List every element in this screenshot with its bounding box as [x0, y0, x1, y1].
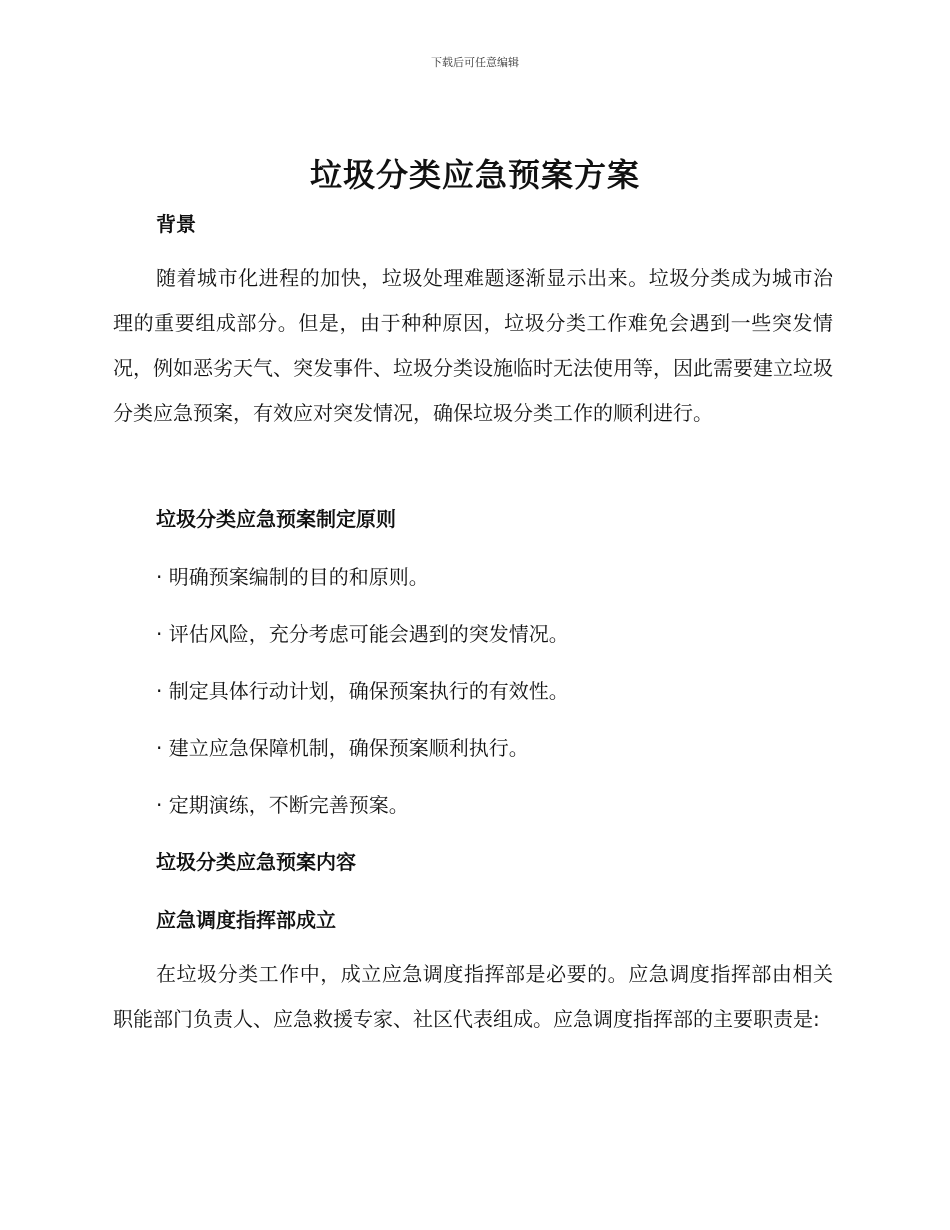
header-note: 下载后可任意编辑 — [431, 56, 519, 69]
principle-item: · 建立应急保障机制，确保预案顺利执行。 — [156, 736, 529, 760]
background-heading: 背景 — [156, 212, 196, 236]
principles-heading: 垃圾分类应急预案制定原则 — [156, 507, 396, 531]
document-title: 垃圾分类应急预案方案 — [309, 156, 640, 194]
principle-item: · 制定具体行动计划，确保预案执行的有效性。 — [156, 679, 569, 703]
background-paragraph: 随着城市化进程的加快，垃圾处理难题逐渐显示出来。垃圾分类成为城市治理的重要组成部分。但是，由于种种原因，垃圾分类工作难免会遇到一些突发情况，例如恶劣天气、突发事件、垃圾分类设施临时无法使用等，因此需要建立垃圾分类应急预案，有效应对突发情况，确保垃圾分类工作的顺利进行。 — [113, 266, 833, 425]
principle-item: · 明确预案编制的目的和原则。 — [156, 565, 429, 589]
content-heading: 垃圾分类应急预案内容 — [156, 850, 356, 874]
command-paragraph: 在垃圾分类工作中，成立应急调度指挥部是必要的。应急调度指挥部由相关职能部门负责人、应急救援专家、社区代表组成。应急调度指挥部的主要职责是: — [113, 962, 833, 1031]
principle-item: · 定期演练，不断完善预案。 — [156, 793, 409, 817]
principle-item: · 评估风险，充分考虑可能会遇到的突发情况。 — [156, 622, 569, 646]
command-heading: 应急调度指挥部成立 — [156, 908, 336, 932]
